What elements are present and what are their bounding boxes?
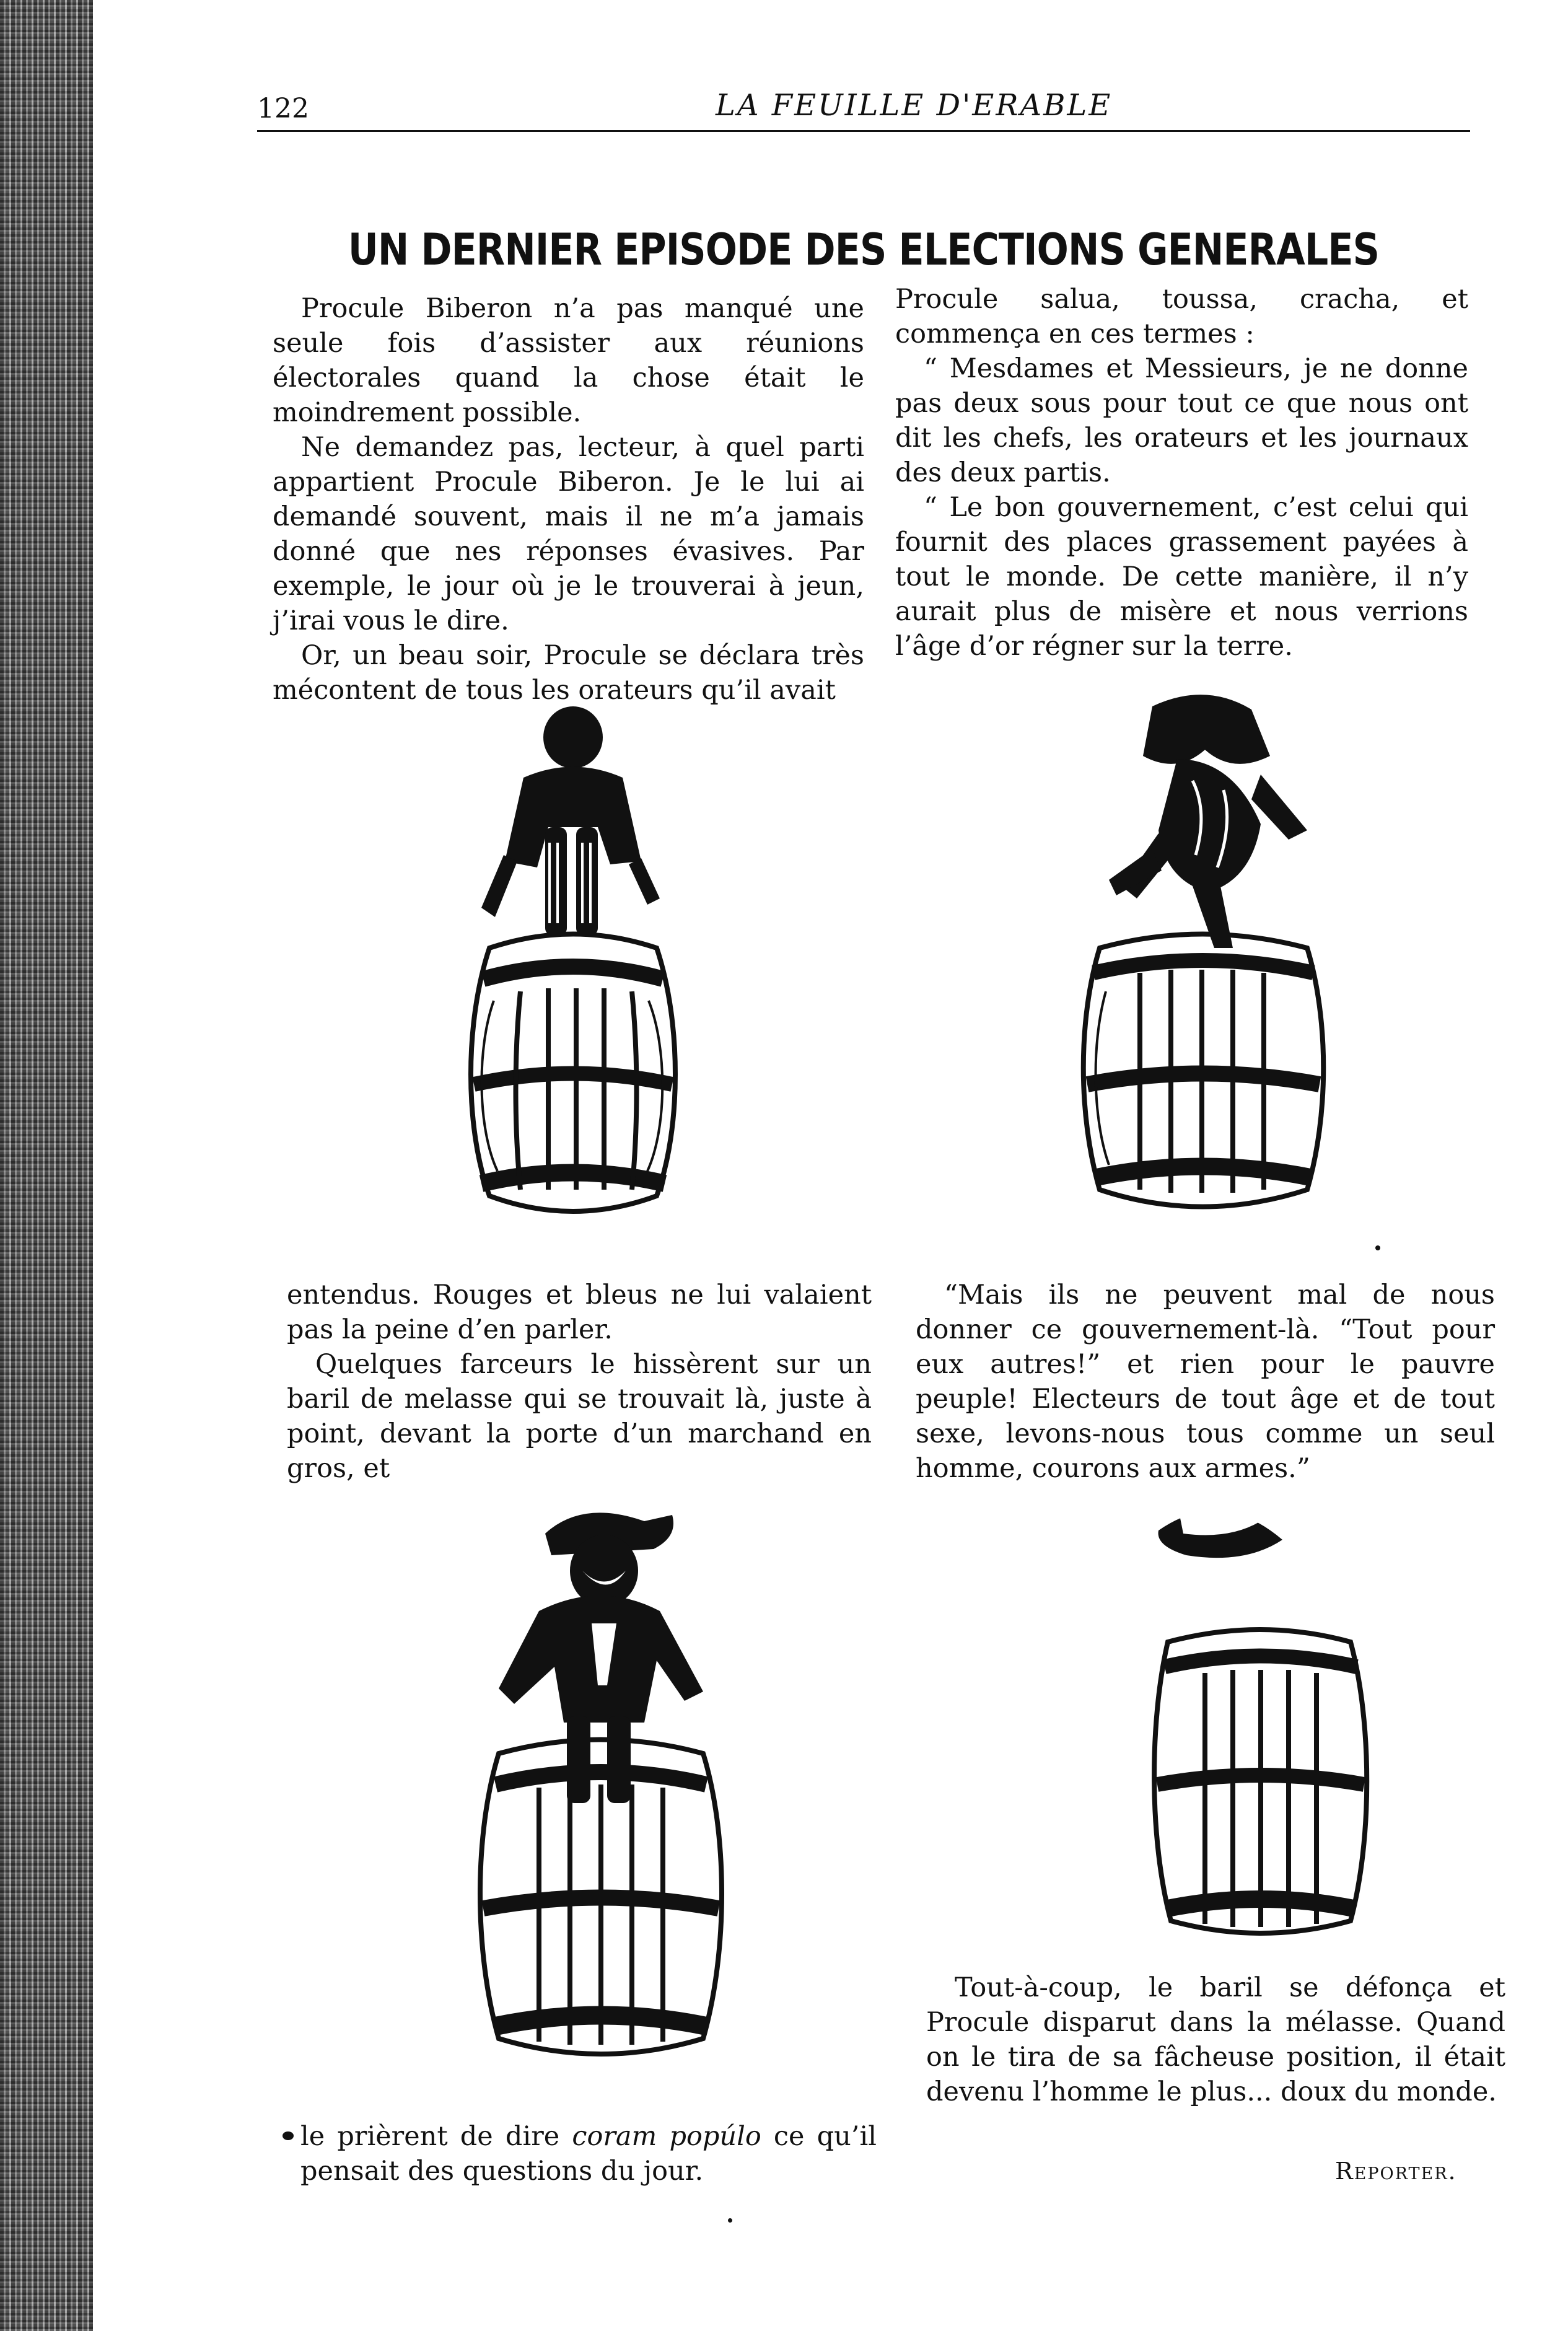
- paragraph: Procule salua, toussa, cracha, et commença en ces termes :: [895, 284, 1468, 349]
- header-rule: [257, 130, 1470, 132]
- right-column-middle: [916, 1278, 1495, 1486]
- paragraph: Tout-à-coup, le baril se défonça et Procule disparut dans la mélasse. Quand on le tira de sa fâcheuse position, il était devenu l’homme le plus... doux du monde.: [926, 1972, 1505, 2107]
- paragraph: Procule Biberon n’a pas manqué une seule fois d’assister aux réunions électorales quand la chose était le moindrement possible.: [273, 293, 864, 428]
- paragraph: Ne demandez pas, lecteur, à quel parti appartient Procule Biberon. Je le lui ai demandé souvent, mais il ne m’a jamais donné que nes réponses évasives. Par exemple, le jour où je le trouverai à jeun, j’irai vous le dire.: [273, 432, 864, 636]
- left-column-bottom: [300, 2119, 877, 2188]
- barrel-man-drawing: [431, 700, 716, 1233]
- paragraph-text: le prièrent de dire: [300, 2121, 572, 2152]
- left-column-top: [273, 291, 864, 708]
- right-column-top: [895, 282, 1468, 664]
- falling-man-drawing: [1047, 682, 1369, 1227]
- illustration-man-shouting-on-barrel: [440, 1481, 762, 2076]
- journal-title: LA FEUILLE D'ERABLE: [716, 88, 1113, 123]
- left-column-middle: [287, 1278, 872, 1486]
- latin-phrase: coram popúlo: [572, 2121, 761, 2152]
- paragraph: “Mais ils ne peuvent mal de nous donner ce gouvernement-là. “Tout pour eux autres!” et rien pour le pauvre peuple! Electeurs de tout âge et de tout sexe, levons-nous tous comme un seul homme, courons aux armes.”: [916, 1280, 1495, 1484]
- paragraph: entendus. Rouges et bleus ne lui valaient pas la peine d’en parler.: [287, 1280, 872, 1345]
- paragraph: “ Mesdames et Messieurs, je ne donne pas deux sous pour tout ce que nous ont dit les chefs, les orateurs et les journaux des deux partis.: [895, 353, 1468, 488]
- illustration-man-falling-on-barrel: [1047, 682, 1369, 1227]
- article-title: UN DERNIER EPISODE DES ELECTIONS GENERALES: [348, 224, 1380, 275]
- illustration-man-standing-on-barrel: [431, 700, 716, 1233]
- paragraph: [300, 2119, 877, 2188]
- paragraph: Or, un beau soir, Procule se déclara très mécontent de tous les orateurs qu’il avait: [273, 640, 864, 706]
- ink-speck: [1375, 1245, 1380, 1250]
- ink-speck: [728, 2218, 732, 2223]
- right-column-bottom: [926, 1970, 1505, 2109]
- paragraph: Quelques farceurs le hissèrent sur un baril de melasse qui se trouvait là, juste à point, devant la porte d’un marchand en gros, et: [287, 1349, 872, 1484]
- ink-speck: [283, 2131, 294, 2140]
- page-header: [257, 88, 1470, 136]
- paragraph-text: ce qu’il pensait des questions du jour.: [300, 2121, 877, 2187]
- page-binding-edge: [0, 0, 93, 2331]
- shouting-man-drawing: [440, 1481, 762, 2076]
- paragraph: “ Le bon gouvernement, c’est celui qui fournit des places grassement payées à tout le monde. De cette manière, il n’y aurait plus de misère et nous verrions l’âge d’or régner sur la terre.: [895, 492, 1468, 662]
- page-number: 122: [257, 93, 309, 125]
- signature: Reporter.: [1335, 2158, 1457, 2185]
